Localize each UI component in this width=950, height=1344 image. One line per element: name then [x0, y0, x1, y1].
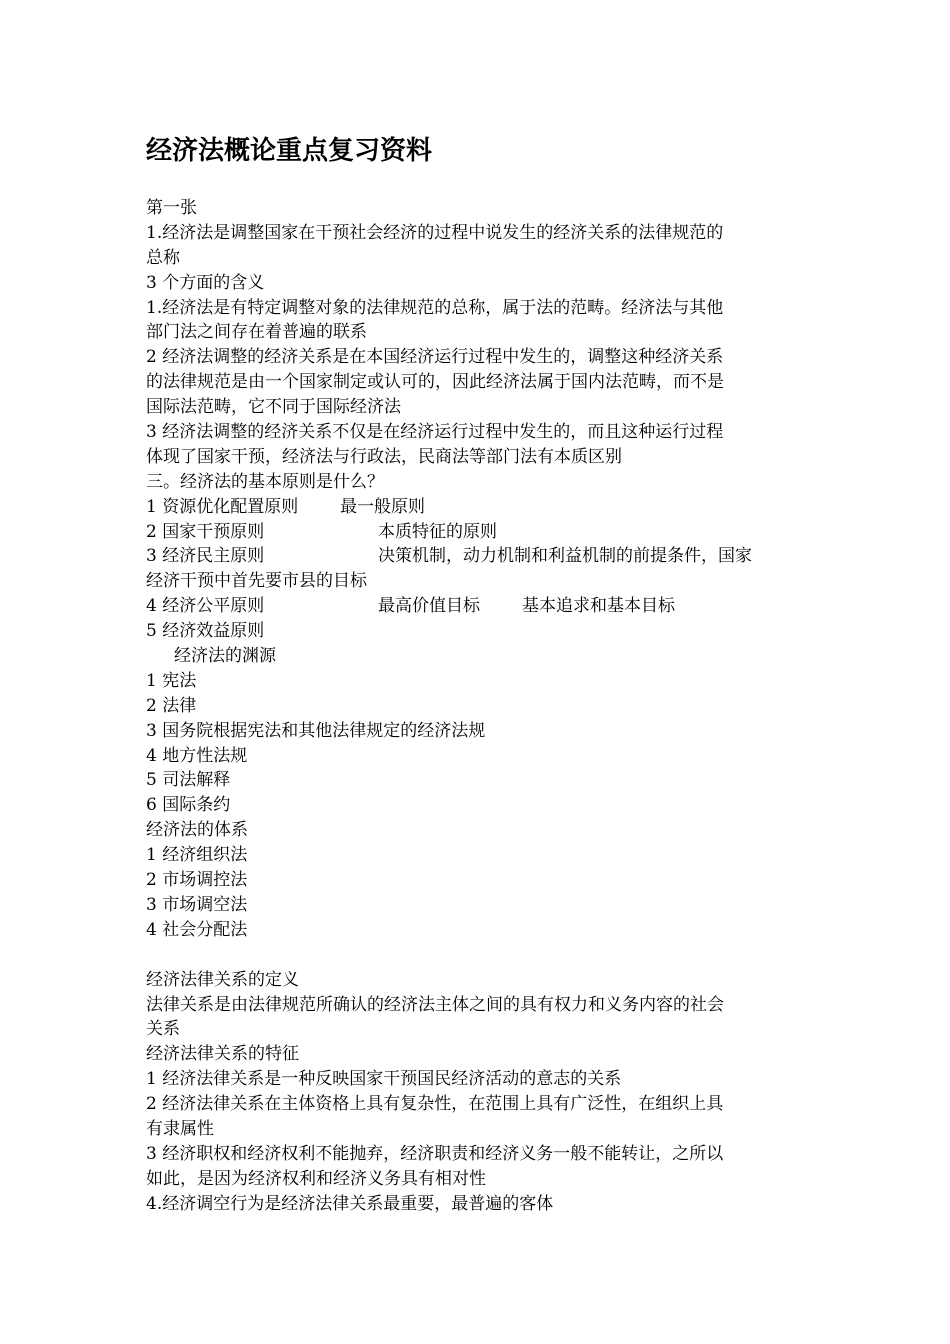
principle-name: 1 资源优化配置原则: [146, 496, 299, 517]
principles-heading: 三。经济法的基本原则是什么？: [146, 471, 384, 492]
principle-note: 决策机制，动力机制和利益机制的前提条件，国家: [378, 546, 752, 567]
principle-row-5: 5 经济效益原则: [146, 621, 265, 642]
meaning-item-1: 1.经济法是有特定调整对象的法律规范的总称，属于法的范畴。经济法与其他: [146, 297, 724, 318]
meanings-heading: 3 个方面的含义: [146, 272, 265, 293]
principle-note-continuation: 经济干预中首先要市县的目标: [146, 571, 367, 592]
principle-note: 最高价值目标: [378, 596, 480, 617]
feature-item-3: 如此，是因为经济权利和经济义务具有相对性: [146, 1168, 486, 1189]
meaning-item-3: 体现了国家干预，经济法与行政法，民商法等部门法有本质区别: [146, 446, 622, 467]
system-item: 3 市场调空法: [146, 894, 248, 915]
system-item: 2 市场调控法: [146, 870, 248, 891]
document-body: [146, 196, 810, 1217]
principle-row-4: [146, 594, 810, 619]
feature-item-1: 1 经济法律关系是一种反映国家干预国民经济活动的意志的关系: [146, 1069, 622, 1090]
system-heading: 经济法的体系: [146, 820, 248, 841]
system-item: 1 经济组织法: [146, 845, 248, 866]
document-title: 经济法概论重点复习资料: [146, 136, 433, 166]
principle-name: 2 国家干预原则: [146, 521, 265, 542]
source-item: 1 宪法: [146, 670, 197, 691]
principle-note: 最一般原则: [340, 496, 425, 517]
chapter-heading: 第一张: [146, 198, 197, 218]
definition-line: 总称: [146, 247, 180, 268]
principle-name: 4 经济公平原则: [146, 596, 265, 617]
features-heading: 经济法律关系的特征: [146, 1044, 299, 1065]
paragraph-spacer: [146, 943, 810, 968]
principle-note-secondary: 基本追求和基本目标: [522, 596, 675, 617]
system-item: 4 社会分配法: [146, 919, 248, 940]
meaning-item-2: 2 经济法调整的经济关系是在本国经济运行过程中发生的，调整这种经济关系: [146, 347, 724, 368]
principle-row-1: [146, 495, 810, 520]
principle-row-2: [146, 520, 810, 545]
feature-item-2: 有隶属性: [146, 1118, 214, 1139]
feature-item-3: 3 经济职权和经济权利不能抛弃，经济职责和经济义务一般不能转让，之所以: [146, 1143, 724, 1164]
source-item: 5 司法解释: [146, 770, 231, 791]
meaning-item-2: 国际法范畴，它不同于国际经济法: [146, 397, 401, 418]
meaning-item-1: 部门法之间存在着普遍的联系: [146, 322, 367, 343]
relation-definition-heading: 经济法律关系的定义: [146, 969, 299, 990]
relation-definition-line: 法律关系是由法律规范所确认的经济法主体之间的具有权力和义务内容的社会: [146, 994, 724, 1015]
source-item: 4 地方性法规: [146, 745, 248, 766]
source-item: 6 国际条约: [146, 795, 231, 816]
feature-item-2: 2 经济法律关系在主体资格上具有复杂性，在范围上具有广泛性，在组织上具: [146, 1094, 724, 1115]
definition-line: 1.经济法是调整国家在干预社会经济的过程中说发生的经济关系的法律规范的: [146, 222, 724, 243]
feature-item-4: 4.经济调空行为是经济法律关系最重要，最普遍的客体: [146, 1193, 554, 1214]
sources-heading: 经济法的渊源: [174, 646, 276, 667]
principle-note: 本质特征的原则: [378, 521, 497, 542]
principle-name: 3 经济民主原则: [146, 546, 265, 567]
meaning-item-2: 的法律规范是由一个国家制定或认可的，因此经济法属于国内法范畴，而不是: [146, 372, 724, 393]
source-item: 2 法律: [146, 695, 197, 716]
principle-row-3: [146, 544, 810, 569]
meaning-item-3: 3 经济法调整的经济关系不仅是在经济运行过程中发生的，而且这种运行过程: [146, 422, 724, 443]
relation-definition-line: 关系: [146, 1019, 180, 1040]
source-item: 3 国务院根据宪法和其他法律规定的经济法规: [146, 720, 486, 741]
